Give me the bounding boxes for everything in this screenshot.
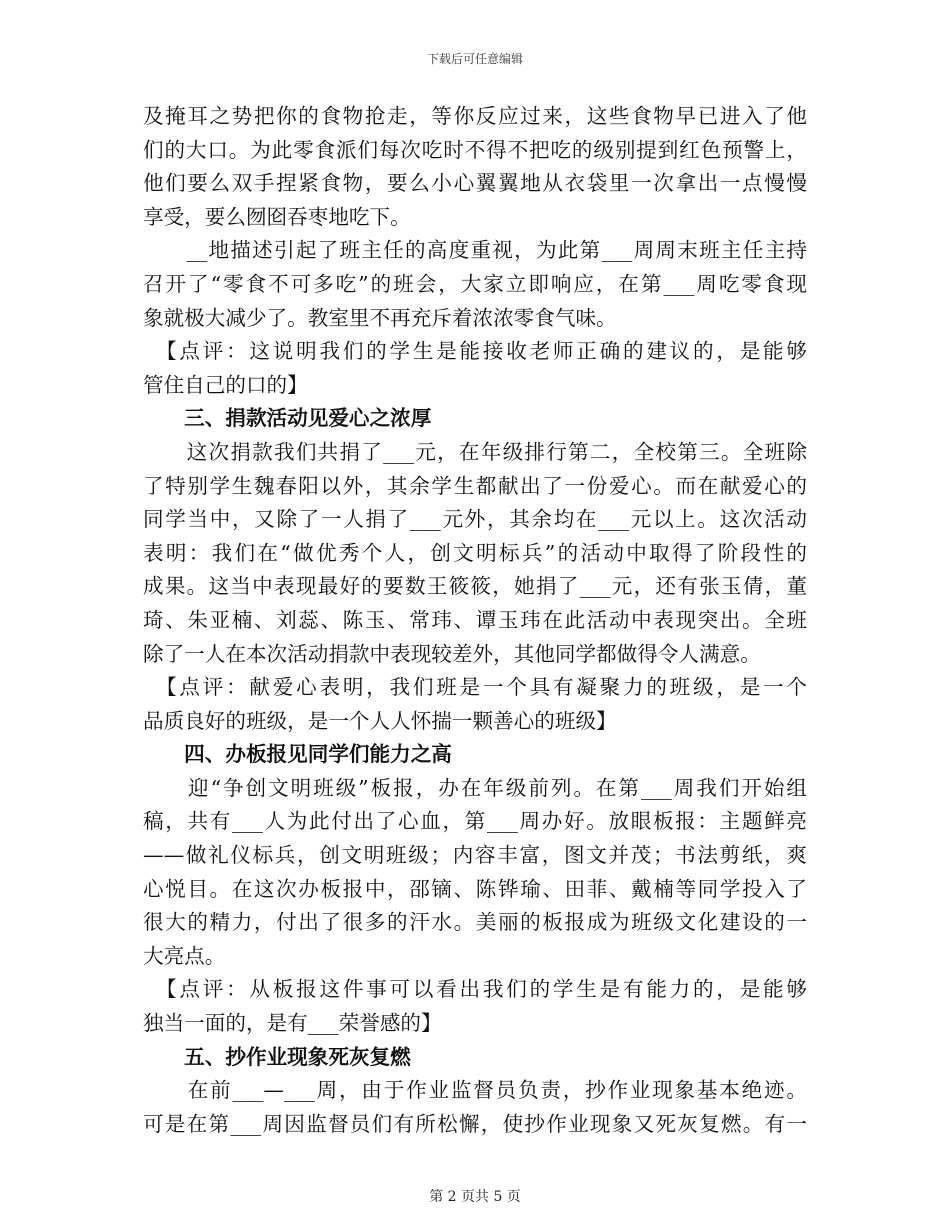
comment-line: 管住自己的口的】	[143, 372, 308, 397]
paragraph-line: 在前___—___周，由于作业监督员负责，抄作业现象基本绝迹。	[143, 1078, 807, 1103]
paragraph-line: __地描述引起了班主任的高度重视，为此第___周周末班主任主持	[143, 238, 807, 263]
comment-line: 独当一面的，是有___荣誉感的】	[143, 1011, 442, 1036]
page-footer: 第 2 页共 5 页	[429, 1189, 521, 1205]
paragraph-line: 心悦目。在这次办板报中，邵镝、陈铧瑜、田菲、戴楠等同学投入了	[143, 876, 807, 901]
paragraph-line: 们的大口。为此零食派们每次吃时不得不把吃的级别提到红色预警上，	[143, 137, 807, 162]
paragraph-line: 表明：我们在“做优秀个人，创文明标兵”的活动中取得了阶段性的	[143, 540, 807, 565]
paragraph-line: 琦、朱亚楠、刘蕊、陈玉、常玮、谭玉玮在此活动中表现突出。全班	[143, 607, 807, 632]
paragraph-line: 享受，要么囫囵吞枣地吃下。	[143, 204, 411, 229]
paragraph-line: 召开了“零食不可多吃”的班会，大家立即响应，在第___周吃零食现	[143, 271, 807, 296]
paragraph-line: ——做礼仪标兵，创文明班级；内容丰富，图文并茂；书法剪纸，爽	[143, 843, 807, 868]
paragraph-line: 可是在第___周因监督员们有所松懈，使抄作业现象又死灰复燃。有一	[143, 1111, 807, 1136]
paragraph-line: 这次捐款我们共捐了___元，在年级排行第二，全校第三。全班除	[143, 439, 807, 464]
paragraph-line: 迎“争创文明班级”板报，办在年级前列。在第___周我们开始组	[143, 775, 807, 800]
section-heading: 三、捐款活动见爱心之浓厚	[143, 406, 432, 431]
comment-line: 【点评：从板报这件事可以看出我们的学生是有能力的，是能够	[143, 977, 807, 1002]
paragraph-line: 他们要么双手捏紧食物，要么小心翼翼地从衣袋里一次拿出一点慢慢	[143, 171, 807, 196]
section-heading: 四、办板报见同学们能力之高	[143, 742, 452, 767]
paragraph-line: 同学当中，又除了一人捐了___元外，其余均在___元以上。这次活动	[143, 507, 807, 532]
paragraph-line: 大亮点。	[143, 943, 226, 968]
section-heading: 五、抄作业现象死灰复燃	[143, 1044, 411, 1069]
comment-line: 【点评：这说明我们的学生是能接收老师正确的建议的，是能够	[143, 339, 807, 364]
paragraph-line: 象就极大减少了。教室里不再充斥着浓浓零食气味。	[143, 305, 617, 330]
paragraph-line: 成果。这当中表现最好的要数王筱筱，她捐了___元，还有张玉倩，董	[143, 574, 807, 599]
paragraph-line: 及掩耳之势把你的食物抢走，等你反应过来，这些食物早已进入了他	[143, 104, 807, 128]
page-header: 下载后可任意编辑	[426, 52, 523, 66]
comment-line: 【点评：献爱心表明，我们班是一个具有凝聚力的班级，是一个	[143, 675, 807, 700]
paragraph-line: 了特别学生魏春阳以外，其余学生都献出了一份爱心。而在献爱心的	[143, 473, 807, 498]
document-body	[143, 100, 807, 1141]
paragraph-line: 稿，共有___人为此付出了心血，第___周办好。放眼板报：主题鲜亮	[143, 809, 807, 834]
paragraph-line: 很大的精力，付出了很多的汗水。美丽的板报成为班级文化建设的一	[143, 910, 807, 935]
comment-line: 品质良好的班级，是一个人人怀揣一颗善心的班级】	[143, 708, 617, 733]
paragraph-line: 除了一人在本次活动捐款中表现较差外，其他同学都做得令人满意。	[143, 641, 761, 666]
